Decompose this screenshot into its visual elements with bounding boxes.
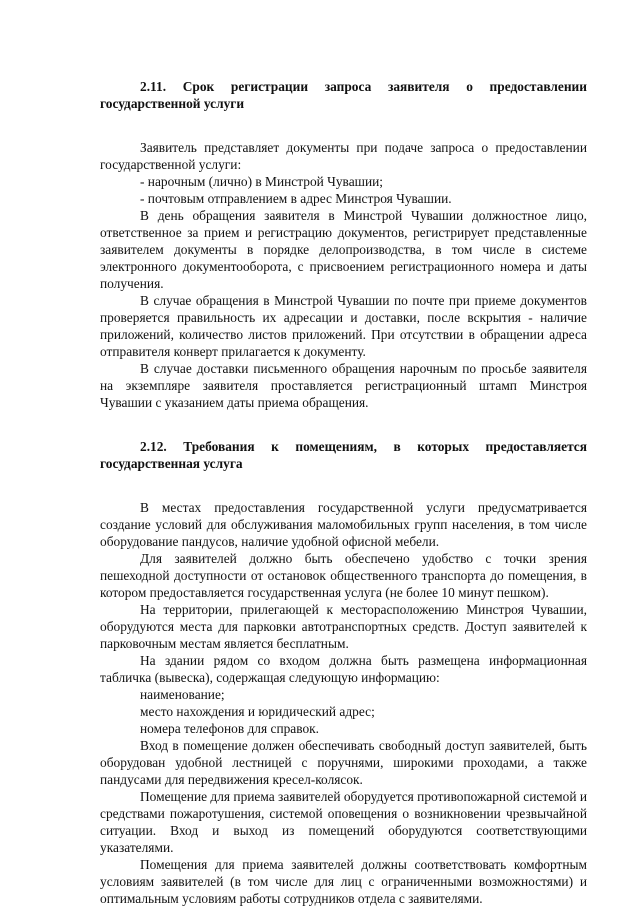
section-2-11-heading-line2: государственной услуги <box>100 96 245 111</box>
section-2-11-paragraph: Заявитель представляет документы при подаче запроса о предоставлении государственной услуги: <box>100 140 587 172</box>
list-item: наименование; <box>140 687 225 702</box>
list-item: - почтовым отправлением в адрес Минстроя Чувашии. <box>140 191 452 206</box>
section-2-11 <box>100 78 587 411</box>
document-page <box>100 78 587 907</box>
section-2-12-heading <box>100 438 587 472</box>
section-2-12-heading-line2: государственная услуга <box>100 456 243 471</box>
section-2-11-heading <box>100 78 587 112</box>
section-2-12-paragraph: Вход в помещение должен обеспечивать свободный доступ заявителей, быть оборудован удобной лестницей с поручнями, широкими проходами, а также пандусами для передвижения кресел-колясок. <box>100 738 587 787</box>
section-2-11-heading-line1: 2.11. Срок регистрации запроса заявителя о предоставлении <box>140 79 587 94</box>
section-2-12-paragraph: Помещения для приема заявителей должны соответствовать комфортным условиям заявителей (в том числе для лиц с ограниченными возможностями) и оптимальным условиям работы сотрудников отдела с заявителями. <box>100 857 587 906</box>
list-item: - нарочным (лично) в Минстрой Чувашии; <box>140 174 384 189</box>
section-2-11-paragraph: В день обращения заявителя в Минстрой Чувашии должностное лицо, ответственное за прием и регистрацию документов, регистрирует представленные заявителем документы в порядке делопроизводства, в том числе в системе электронного документооборота, с присвоением регистрационного номера и даты получения. <box>100 208 587 291</box>
section-2-12 <box>100 438 587 907</box>
section-2-12-paragraph: Помещение для приема заявителей оборудуется противопожарной системой и средствами пожаротушения, системой оповещения о возникновении чрезвычайной ситуации. Вход и выход из помещений оборудуются соответствующими указателями. <box>100 789 587 855</box>
section-2-11-paragraph: В случае обращения в Минстрой Чувашии по почте при приеме документов проверяется правильность их адресации и доставки, после вскрытия - наличие приложений, количество листов приложений. При отсутствии в обращении адреса отправителя конверт прилагается к документу. <box>100 293 587 359</box>
section-2-12-paragraph: В местах предоставления государственной услуги предусматривается создание условий для обслуживания маломобильных групп населения, в том числе оборудование пандусов, наличие удобной офисной мебели. <box>100 500 587 549</box>
list-item: место нахождения и юридический адрес; <box>140 704 375 719</box>
section-2-12-paragraph: На территории, прилегающей к месторасположению Минстроя Чувашии, оборудуются места для парковки автотранспортных средств. Доступ заявителей к парковочным местам является бесплатным. <box>100 602 587 651</box>
section-2-11-paragraph: В случае доставки письменного обращения нарочным по просьбе заявителя на экземпляре заявителя проставляется регистрационный штамп Минстроя Чувашии с указанием даты приема обращения. <box>100 361 587 410</box>
section-2-12-heading-line1: 2.12. Требования к помещениям, в которых предоставляется <box>140 439 587 454</box>
list-item: номера телефонов для справок. <box>140 721 320 736</box>
section-2-12-paragraph: Для заявителей должно быть обеспечено удобство с точки зрения пешеходной доступности от остановок общественного транспорта до помещения, в котором предоставляется государственная услуга (не более 10 минут пешком). <box>100 551 587 600</box>
section-2-12-paragraph: На здании рядом со входом должна быть размещена информационная табличка (вывеска), содержащая следующую информацию: <box>100 653 587 685</box>
